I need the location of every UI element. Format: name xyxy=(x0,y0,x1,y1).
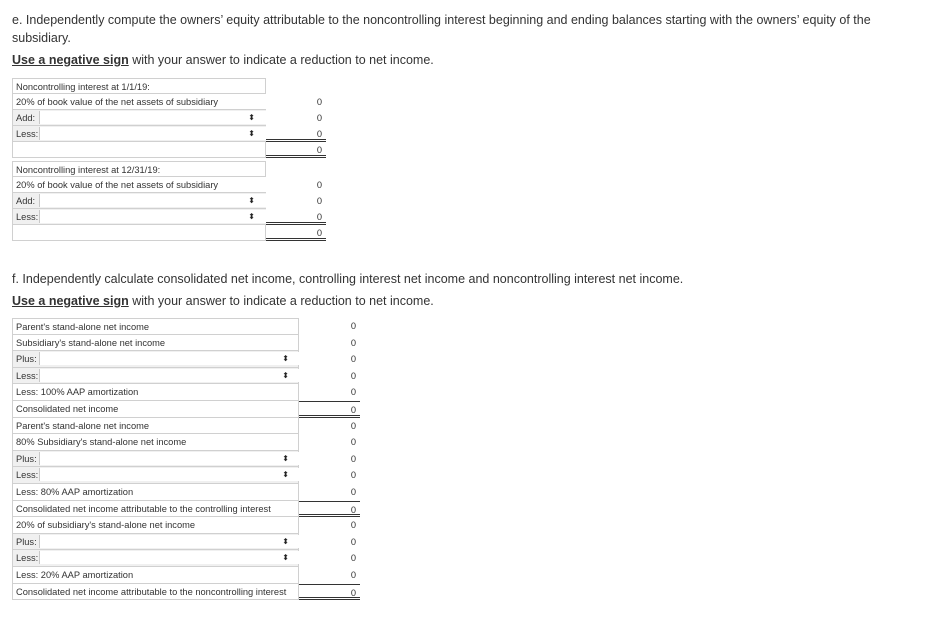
row-value: 0 xyxy=(350,354,356,365)
table-row xyxy=(12,368,299,385)
total-value-cell xyxy=(266,225,326,241)
row-label: Parent's stand-alone net income xyxy=(16,420,150,431)
row-label: Consolidated net income xyxy=(16,404,119,414)
select-arrows-icon: ⬍ xyxy=(282,370,289,380)
note-f-strong: Use a negative sign xyxy=(12,294,129,308)
question-f-text: f. Independently calculate consolidated net income, controlling interest net income and noncontrolling interest net income. xyxy=(12,272,684,286)
row-value: 0 xyxy=(350,337,356,348)
row-select[interactable] xyxy=(39,535,299,548)
table-row xyxy=(12,534,299,551)
row-value-cell xyxy=(299,501,360,518)
nci-table-beginning xyxy=(12,78,330,158)
row-value: 0 xyxy=(350,570,356,580)
book-value-label: 20% of book value of the net assets of subsidiary xyxy=(16,180,219,190)
row-value: 0 xyxy=(350,504,356,515)
row-value-cell xyxy=(299,401,360,418)
book-value-cell[interactable] xyxy=(266,177,326,193)
note-e xyxy=(12,53,434,67)
select-arrows-icon: ⬍ xyxy=(282,553,289,563)
table-row xyxy=(12,550,299,567)
table-row xyxy=(12,384,299,401)
less-value: 0 xyxy=(316,129,322,139)
table-row xyxy=(12,517,299,534)
row-label: Subsidiary's stand-alone net income xyxy=(16,337,166,348)
add-value-cell[interactable] xyxy=(266,110,326,126)
row-value: 0 xyxy=(350,520,356,531)
nci-table-ending xyxy=(12,161,330,241)
row-select[interactable] xyxy=(39,352,299,365)
row-value: 0 xyxy=(350,420,356,431)
row-select[interactable] xyxy=(39,551,299,564)
select-arrows-icon: ⬍ xyxy=(282,536,289,546)
select-arrows-icon: ⬍ xyxy=(282,354,289,364)
row-value: 0 xyxy=(350,370,356,381)
row-label: Less: 80% AAP amortization xyxy=(16,487,134,497)
row-label: 20% of subsidiary's stand-alone net income xyxy=(16,520,196,531)
row-value: 0 xyxy=(350,487,356,497)
less-select[interactable] xyxy=(39,210,267,223)
row-value-cell xyxy=(299,584,360,601)
row-value-cell[interactable] xyxy=(299,351,360,368)
row-value: 0 xyxy=(350,453,356,464)
add-value: 0 xyxy=(316,113,322,123)
row-value-cell[interactable] xyxy=(299,467,360,484)
nci-header-beginning: Noncontrolling interest at 1/1/19: xyxy=(16,82,150,92)
row-value-cell[interactable] xyxy=(299,335,360,352)
select-arrows-icon: ⬍ xyxy=(248,212,255,221)
book-value: 0 xyxy=(316,97,322,107)
add-label: Add: xyxy=(16,113,36,123)
row-label: Consolidated net income attributable to the noncontrolling interest xyxy=(16,586,287,597)
row-label: Less: xyxy=(16,470,39,481)
note-f xyxy=(12,294,434,308)
add-value: 0 xyxy=(316,196,322,206)
row-value-cell[interactable] xyxy=(299,550,360,567)
table-row xyxy=(12,351,299,368)
row-label: 80% Subsidiary's stand-alone net income xyxy=(16,437,187,448)
row-value-cell[interactable] xyxy=(299,318,360,335)
table-row xyxy=(12,467,299,484)
table-row xyxy=(12,451,299,468)
total-value: 0 xyxy=(316,145,322,155)
add-label: Add: xyxy=(16,196,36,206)
select-arrows-icon: ⬍ xyxy=(248,113,255,122)
row-value: 0 xyxy=(350,321,356,331)
row-value-cell[interactable] xyxy=(299,368,360,385)
book-value-cell[interactable] xyxy=(266,94,326,110)
net-income-table xyxy=(12,318,364,604)
table-row xyxy=(12,501,299,518)
question-e-text: e. Independently compute the owners’ equity attributable to the noncontrolling interest beginning and ending balances starting with the owners’ equity of the subsidiary. xyxy=(12,13,871,45)
total-value-cell xyxy=(266,142,326,158)
table-row xyxy=(12,418,299,435)
table-row xyxy=(12,401,299,418)
row-value: 0 xyxy=(350,553,356,564)
add-select[interactable] xyxy=(39,111,267,124)
row-label: Less: 20% AAP amortization xyxy=(16,570,134,580)
row-value-cell[interactable] xyxy=(299,418,360,435)
row-value: 0 xyxy=(350,387,356,398)
row-value: 0 xyxy=(350,536,356,547)
row-label: Plus: xyxy=(16,453,37,464)
row-value-cell[interactable] xyxy=(299,567,360,584)
row-label: Plus: xyxy=(16,536,37,547)
less-value-cell[interactable] xyxy=(266,126,326,142)
select-arrows-icon: ⬍ xyxy=(282,453,289,463)
row-value: 0 xyxy=(350,587,356,598)
row-value-cell[interactable] xyxy=(299,434,360,451)
row-label: Less: xyxy=(16,553,39,564)
less-value-cell[interactable] xyxy=(266,209,326,225)
row-value-cell[interactable] xyxy=(299,534,360,551)
row-select[interactable] xyxy=(39,369,299,382)
row-label: Less: xyxy=(16,370,39,381)
nci-header-ending: Noncontrolling interest at 12/31/19: xyxy=(16,165,161,175)
less-label: Less: xyxy=(16,129,39,139)
note-f-rest: with your answer to indicate a reduction to net income. xyxy=(128,294,434,308)
less-label: Less: xyxy=(16,212,39,222)
row-label: Consolidated net income attributable to the controlling interest xyxy=(16,503,271,514)
table-row xyxy=(12,335,299,352)
row-value-cell[interactable] xyxy=(299,484,360,501)
row-label: Parent's stand-alone net income xyxy=(16,322,150,332)
add-value-cell[interactable] xyxy=(266,193,326,209)
row-value: 0 xyxy=(350,437,356,448)
select-arrows-icon: ⬍ xyxy=(248,196,255,205)
table-row xyxy=(12,434,299,451)
row-select[interactable] xyxy=(39,452,299,465)
add-select[interactable] xyxy=(39,194,267,207)
book-value-label: 20% of book value of the net assets of subsidiary xyxy=(16,97,219,107)
row-select[interactable] xyxy=(39,468,299,481)
book-value: 0 xyxy=(316,180,322,190)
select-arrows-icon: ⬍ xyxy=(248,129,255,138)
row-value: 0 xyxy=(350,470,356,481)
less-select[interactable] xyxy=(39,127,267,140)
row-value: 0 xyxy=(350,405,356,415)
row-label: Less: 100% AAP amortization xyxy=(16,387,139,398)
row-label: Plus: xyxy=(16,354,37,365)
table-row xyxy=(12,584,299,601)
table-row xyxy=(12,567,299,584)
total-value: 0 xyxy=(316,228,322,238)
note-e-rest: with your answer to indicate a reduction to net income. xyxy=(128,53,434,67)
table-row xyxy=(12,318,299,335)
row-value-cell[interactable] xyxy=(299,384,360,401)
select-arrows-icon: ⬍ xyxy=(282,470,289,480)
row-value-cell[interactable] xyxy=(299,517,360,534)
row-value-cell[interactable] xyxy=(299,451,360,468)
note-e-strong: Use a negative sign xyxy=(12,53,129,67)
table-row xyxy=(12,484,299,501)
less-value: 0 xyxy=(316,212,322,222)
